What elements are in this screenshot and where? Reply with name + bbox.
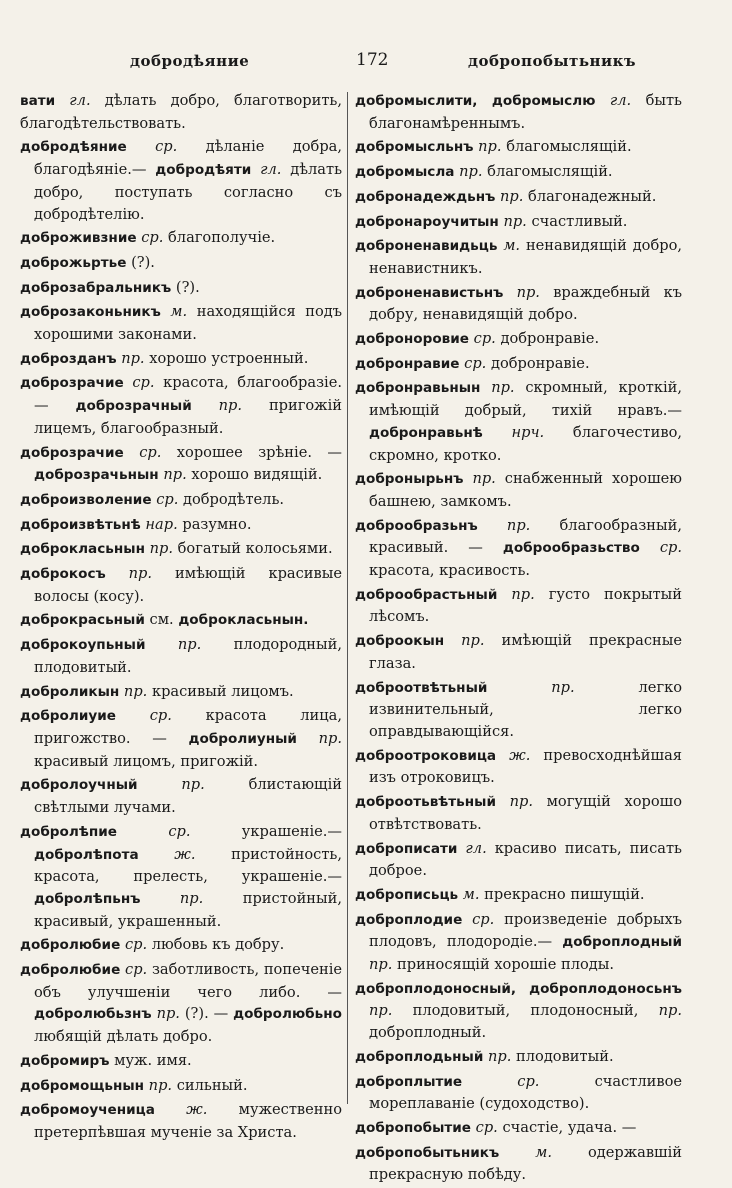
dictionary-entry — [355, 745, 682, 789]
grammar-abbrev: пр. — [461, 632, 485, 650]
headword: вати — [20, 93, 56, 109]
grammar-abbrev: пр. — [163, 466, 187, 484]
definition: враждебный къ добру, ненавидящій добро. — [369, 283, 682, 324]
grammar-abbrev: нрч. — [511, 423, 545, 441]
grammar-abbrev: ср. — [149, 707, 172, 725]
definition: сильный. — [176, 1076, 248, 1094]
headword: доброзрачие — [20, 444, 124, 461]
grammar-abbrev: пр. — [369, 1002, 393, 1020]
dictionary-entry — [355, 884, 682, 907]
headword: добронравие — [355, 355, 460, 372]
headword: доброноровие — [355, 331, 470, 348]
grammar-abbrev: ж. — [174, 845, 196, 863]
headword: доброплодоносный, доброплодоносьнъ — [355, 980, 682, 997]
grammar-abbrev: пр. — [472, 470, 496, 488]
dictionary-entry — [355, 90, 682, 134]
dictionary-entry — [355, 1071, 682, 1115]
definition: произведеніе добрыхъ плодовъ, плодородіе.— — [369, 910, 683, 951]
dictionary-entry — [355, 1142, 682, 1186]
dictionary-entry — [20, 348, 342, 371]
grammar-abbrev: пр. — [658, 1002, 682, 1020]
headword: добролюбьзнъ — [34, 1006, 152, 1023]
dictionary-entry — [355, 186, 682, 209]
grammar-abbrev: пр. — [318, 729, 343, 747]
left-column — [20, 90, 342, 1146]
grammar-abbrev: пр. — [179, 889, 204, 907]
grammar-abbrev: нар. — [145, 515, 178, 533]
headword: добролюбьно — [233, 1006, 342, 1023]
right-column — [355, 90, 682, 1188]
dictionary-entry — [20, 609, 342, 632]
dictionary-entry — [355, 235, 682, 279]
headword: добролиуие — [20, 708, 116, 725]
dictionary-entry — [20, 1075, 342, 1098]
definition: благомыслящій. — [487, 163, 613, 181]
headword: доброликын — [20, 683, 120, 700]
grammar-abbrev: ср. — [156, 490, 179, 508]
headword: доброплодие — [355, 911, 463, 928]
grammar-abbrev: ср. — [168, 822, 191, 840]
definition: хорошо устроенный. — [149, 349, 309, 367]
grammar-abbrev: пр. — [177, 636, 202, 654]
definition: красота, красивость. — [369, 562, 531, 580]
grammar-abbrev: ж. — [509, 746, 531, 764]
definition: добронравіе. — [500, 330, 600, 348]
dictionary-entry — [20, 821, 342, 933]
definition: хорошо видящій. — [191, 466, 323, 484]
definition: украшеніе.— — [241, 822, 343, 840]
headword: доброокын — [355, 633, 445, 650]
headword: добропобытие — [355, 1119, 472, 1136]
headword: доброненавидьць — [355, 238, 498, 255]
dictionary-entry — [355, 838, 682, 882]
grammar-abbrev: пр. — [551, 678, 575, 696]
headword: добролиуный — [188, 730, 297, 747]
headword: добролюбие — [20, 937, 121, 954]
dictionary-entry — [355, 515, 682, 582]
grammar-abbrev: пр. — [156, 1005, 180, 1023]
grammar-abbrev: пр. — [488, 1047, 512, 1065]
definition: дѣлать добро, благотворить, благодѣтельствовать. — [20, 92, 343, 132]
definition: красивый лицомъ. — [151, 682, 294, 700]
headword: добронадеждьнъ — [355, 188, 496, 205]
dictionary-entry — [355, 161, 682, 184]
headword: доброзрачьнын — [34, 467, 159, 484]
headword: доброзабральникъ — [20, 279, 172, 296]
headword: добронароучитын — [355, 213, 499, 230]
headword: доброзрачный — [75, 398, 192, 415]
definition: красиво писать, писать доброе. — [369, 839, 683, 880]
grammar-abbrev: гл. — [69, 92, 91, 109]
definition: быть благонамѣреннымъ. — [369, 92, 682, 132]
grammar-abbrev: пр. — [506, 516, 531, 534]
definition: дѣланіе добра, благодѣяніе.— — [34, 138, 342, 179]
definition: благополучіе. — [168, 229, 276, 247]
grammar-abbrev: пр. — [123, 682, 148, 700]
definition: счастіе, удача. — — [502, 1118, 637, 1136]
grammar-abbrev: гл. — [260, 161, 282, 179]
dictionary-entry — [20, 442, 342, 487]
definition: (?). — [175, 278, 200, 296]
grammar-abbrev: ср. — [472, 910, 495, 928]
headword: добромысльнъ — [355, 139, 474, 156]
definition: плодовитый. — [516, 1047, 614, 1065]
definition: благонадежный. — [528, 187, 657, 205]
headword: доброкласьнын — [20, 541, 145, 558]
grammar-abbrev: пр. — [218, 397, 243, 415]
grammar-abbrev: ср. — [473, 330, 496, 348]
dictionary-entry — [355, 353, 682, 376]
grammar-abbrev: ср. — [132, 374, 155, 392]
grammar-abbrev: гл. — [609, 92, 632, 109]
definition: снабженный хорошею башнею, замкомъ. — [369, 470, 682, 510]
grammar-abbrev: ср. — [475, 1118, 498, 1136]
dictionary-entry — [355, 211, 682, 234]
headword: добромиръ — [20, 1052, 110, 1069]
dictionary-entry — [20, 252, 342, 275]
headword: добролѣпие — [20, 823, 117, 840]
grammar-abbrev: ср. — [517, 1072, 540, 1090]
column-divider — [347, 92, 348, 1104]
dictionary-entry — [355, 909, 682, 976]
dictionary-entry — [20, 372, 342, 439]
definition: мужественно претерпѣвшая мученіе за Христа. — [34, 1101, 342, 1141]
headword: доброжьртье — [20, 254, 127, 271]
definition: добронравіе. — [490, 354, 590, 372]
definition: счастливый. — [531, 212, 628, 230]
definition: находящійся подъ хорошими законами. — [34, 303, 343, 344]
definition: счастливое мореплаваніе (судоходство). — [369, 1072, 682, 1113]
headword: доброобразьство — [502, 540, 640, 557]
headword: доброплытие — [355, 1073, 463, 1090]
grammar-abbrev: пр. — [369, 956, 393, 974]
definition: любовь къ добру. — [151, 936, 285, 954]
dictionary-entry — [20, 227, 342, 250]
headword: добролюбие — [20, 962, 121, 979]
dictionary-entry — [20, 136, 342, 225]
dictionary-entry — [20, 1050, 342, 1073]
headword: доброотьвѣтьный — [355, 794, 496, 811]
headword: доброкласьнын. — [178, 612, 309, 629]
headword: доброживзние — [20, 230, 137, 247]
headword: доброзаконьникъ — [20, 304, 161, 321]
definition: благочестиво, скромно, кротко. — [369, 423, 682, 464]
grammar-abbrev: пр. — [509, 793, 533, 811]
grammar-abbrev: ср. — [659, 539, 683, 557]
grammar-abbrev: пр. — [511, 585, 535, 603]
headword: добронравьнѣ — [369, 424, 483, 441]
definition: доброплодный. — [369, 1024, 487, 1042]
grammar-abbrev: пр. — [459, 163, 483, 181]
running-head-left: добродѣяние — [130, 52, 250, 70]
definition: пригожій лицемъ, благообразный. — [34, 397, 342, 437]
dictionary-entry — [20, 681, 342, 704]
definition: красота лица, пригожство. — — [34, 707, 342, 747]
headword: добромоученица — [20, 1102, 155, 1119]
definition: могущій хорошо отвѣтствовать. — [369, 793, 682, 833]
headword: добронырьнъ — [355, 471, 464, 488]
grammar-abbrev: пр. — [503, 212, 527, 230]
grammar-abbrev: гл. — [465, 839, 487, 857]
dictionary-entry — [20, 959, 342, 1048]
definition: красота, благообразіе. — — [34, 374, 342, 415]
headword: доброписьць — [355, 886, 459, 903]
grammar-abbrev: пр. — [149, 540, 173, 558]
grammar-abbrev: пр. — [181, 776, 205, 794]
headword: добропобытьникъ — [355, 1144, 500, 1161]
headword: доброплодный — [562, 934, 683, 951]
definition: красивый лицомъ, пригожій. — [34, 752, 259, 770]
dictionary-entry — [355, 468, 682, 512]
headword: доброобрастьный — [355, 586, 498, 603]
definition: ненавидящій добро, ненавистникъ. — [369, 237, 683, 277]
dictionary-entry — [355, 1046, 682, 1069]
grammar-abbrev: ср. — [155, 138, 178, 156]
definition: добродѣтель. — [183, 490, 285, 508]
headword: добродѣяние — [20, 139, 127, 156]
headword: доброизвѣтьнѣ — [20, 516, 141, 533]
definition: (?). — — [184, 1005, 229, 1023]
definition: дѣлать добро, поступать согласно съ добродѣтелію. — [34, 161, 343, 223]
headword: доброзрачие — [20, 375, 124, 392]
dictionary-entry — [20, 563, 342, 607]
definition: (?). — [131, 253, 155, 271]
dictionary-entry — [355, 677, 682, 743]
dictionary-entry — [355, 377, 682, 466]
definition: разумно. — [182, 515, 252, 533]
grammar-abbrev: м. — [170, 303, 188, 321]
definition: имѣющій красивые волосы (косу). — [34, 565, 342, 605]
grammar-abbrev: ср. — [139, 443, 162, 461]
definition: хорошее зрѣніе. — — [176, 443, 343, 461]
headword: доброписати — [355, 840, 458, 857]
headword: доброизволение — [20, 491, 152, 508]
headword: добромыслити, добромыслю — [355, 93, 596, 109]
grammar-abbrev: ср. — [464, 354, 487, 372]
dictionary-entry — [20, 774, 342, 818]
headword: добромощьнын — [20, 1077, 145, 1094]
grammar-abbrev: пр. — [121, 349, 145, 367]
dictionary-entry — [355, 584, 682, 628]
headword: доброкрасьный — [20, 612, 145, 629]
dictionary-entry — [355, 136, 682, 159]
headword: добролѣпота — [34, 846, 139, 863]
definition: густо покрытый лѣсомъ. — [369, 585, 683, 626]
headword: доброобразьнъ — [355, 517, 478, 534]
grammar-abbrev: м. — [462, 885, 480, 903]
grammar-abbrev: пр. — [148, 1076, 173, 1094]
headword: доброкосъ — [20, 566, 106, 583]
dictionary-entry — [20, 934, 342, 957]
definition: блистающій свѣтлыми лучами. — [34, 776, 342, 817]
definition: скромный, кроткій, имѣющій добрый, тихій нравъ.— — [369, 379, 682, 420]
definition: имѣющій прекрасные глаза. — [369, 632, 682, 672]
headword: добромысла — [355, 164, 455, 181]
headword: добродѣяти — [155, 162, 252, 179]
definition: муж. имя. — [114, 1051, 192, 1069]
definition: благомыслящій. — [506, 138, 632, 156]
grammar-abbrev: ср. — [124, 936, 148, 954]
definition: легко извинительный, легко оправдывающійся. — [369, 678, 682, 740]
definition: пристойность, красота, прелесть, украшеніе.— — [34, 845, 343, 886]
grammar-abbrev: пр. — [478, 138, 502, 156]
definition: одержавшій прекрасную побѣду. — [369, 1143, 683, 1184]
dictionary-entry — [20, 705, 342, 772]
running-head-right: добропобытьникъ — [468, 52, 636, 70]
dictionary-entry — [20, 634, 342, 678]
dictionary-entry — [355, 328, 682, 351]
page-number: 172 — [356, 50, 389, 70]
definition: благообразный, красивый. — — [369, 516, 682, 557]
grammar-abbrev: м. — [503, 237, 521, 255]
definition: богатый колосьями. — [177, 540, 333, 558]
headword: доброкоупьный — [20, 637, 146, 654]
definition: превосходнѣйшая изъ отроковицъ. — [369, 746, 682, 787]
grammar-abbrev: ж. — [186, 1101, 208, 1119]
grammar-abbrev: пр. — [128, 565, 153, 583]
dictionary-entry — [355, 978, 682, 1044]
definition: любящій дѣлать добро. — [34, 1028, 213, 1046]
definition: см. — [149, 611, 174, 629]
grammar-abbrev: ср. — [125, 961, 148, 979]
dictionary-entry — [20, 538, 342, 561]
grammar-abbrev: м. — [535, 1143, 552, 1161]
headword: доброотвѣтьный — [355, 679, 488, 696]
headword: добролѣпьнъ — [34, 890, 141, 907]
headword: добролоучный — [20, 777, 138, 794]
headword: доброотроковица — [355, 747, 497, 764]
definition: приносящій хорошіе плоды. — [397, 956, 614, 974]
headword: доброплодьный — [355, 1048, 484, 1065]
definition: пристойный, красивый, украшенный. — [34, 889, 342, 930]
grammar-abbrev: ср. — [141, 229, 164, 247]
dictionary-entry — [20, 489, 342, 512]
grammar-abbrev: пр. — [500, 187, 524, 205]
definition: заботливость, попеченіе объ улучшеніи чего либо. — — [34, 961, 343, 1001]
definition: прекрасно пишущій. — [484, 885, 645, 903]
dictionary-entry — [355, 630, 682, 674]
grammar-abbrev: пр. — [491, 379, 515, 397]
dictionary-entry — [355, 282, 682, 326]
dictionary-entry — [355, 1117, 682, 1140]
grammar-abbrev: пр. — [516, 283, 540, 301]
dictionary-entry — [20, 90, 342, 134]
dictionary-entry — [20, 277, 342, 300]
dictionary-entry — [20, 1099, 342, 1143]
dictionary-entry — [20, 301, 342, 345]
definition: плодовитый, плодоносный, — [412, 1002, 639, 1020]
headword: добронравьнын — [355, 380, 481, 397]
dictionary-entry — [355, 791, 682, 835]
dictionary-entry — [20, 514, 342, 537]
headword: доброненавистьнъ — [355, 284, 504, 301]
definition: плодородный, плодовитый. — [34, 636, 343, 676]
page-header — [20, 48, 712, 78]
headword: доброзданъ — [20, 350, 117, 367]
